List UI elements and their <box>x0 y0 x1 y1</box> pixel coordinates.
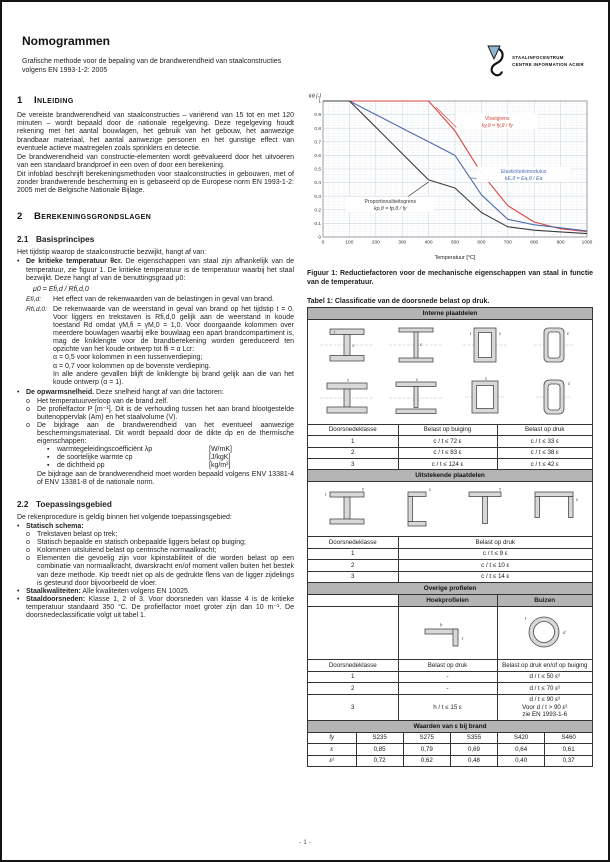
table-cell: d / t ≤ 50 ε² <box>497 671 592 682</box>
staalinfocentrum-logo-icon <box>484 44 508 78</box>
svg-text:c: c <box>498 330 501 336</box>
table-cell: 0,40 <box>498 755 545 766</box>
svg-text:kθ [-]: kθ [-] <box>309 93 321 100</box>
sub-list-item <box>17 398 294 406</box>
property-unit: [W/mK] <box>209 446 232 454</box>
sub-list-item <box>17 539 294 547</box>
subtitle-line1: Grafische methode voor de bepaling van de brandwerendheid van staalconstructies <box>22 58 282 65</box>
term: Staalkwaliteiten: <box>26 587 81 595</box>
table-row <box>308 694 592 720</box>
table-cell <box>398 606 497 659</box>
figure1-caption: Figuur 1: Reductiefactoren voor de mechanische eigenschappen van staal in functie van de temperatuur. <box>307 270 593 286</box>
term: Staaldoorsneden: <box>26 595 86 603</box>
svg-text:100: 100 <box>345 240 354 246</box>
list-item <box>17 596 294 620</box>
svg-text:0.3: 0.3 <box>314 194 321 200</box>
bullet-marker: • <box>17 595 20 603</box>
svg-text:t: t <box>461 635 463 641</box>
table-cell <box>308 595 398 606</box>
rhs-section-diagram <box>455 323 515 369</box>
section22-title: Toepassingsgebied <box>36 499 112 509</box>
section21-number: 2.1 <box>17 235 29 245</box>
rounded-box-section-diagram <box>524 375 584 421</box>
list-item <box>17 258 294 282</box>
list-item <box>17 588 294 596</box>
svg-text:400: 400 <box>424 240 433 246</box>
uitstekende-table <box>308 537 592 582</box>
i-section-outstand-diagram <box>317 485 377 533</box>
paragraph: Dit infoblad beschrijft berekeningsmethoden voor staalconstructies in gebouwen, met of zonder brandwerende bescherming en is gebaseerd op de Europese norm EN 1993-1-2: 2005 met de Belgische Nationale Bijlage. <box>17 170 294 195</box>
value: d / t ≤ 90 ε² <box>529 696 561 704</box>
table-cell: c / t ≤ 124 ε <box>398 459 497 470</box>
t-section-diagram <box>455 485 515 533</box>
logo-line2: CENTRE INFORMATION ACIER <box>512 62 584 67</box>
svg-text:0.9: 0.9 <box>314 113 321 119</box>
channel-section-diagram <box>386 485 446 533</box>
text: Kolommen uitsluitend belast op centrische normaalkracht; <box>37 547 217 555</box>
svg-text:Vloeigrens: Vloeigrens <box>484 116 510 123</box>
table-section-header: Waarden van ε bij brand <box>308 720 592 733</box>
figure1-chart <box>307 91 593 266</box>
term: De kritieke temperatuur θcr. <box>26 258 123 266</box>
table-section-header: Uitstekende plaatdelen <box>308 469 592 482</box>
bullet-marker: • <box>17 587 20 595</box>
svg-text:0.1: 0.1 <box>314 222 321 228</box>
alpha-case: α = 0,7 voor kolommen op de bovenste verdieping. <box>53 362 211 370</box>
svg-text:1000: 1000 <box>581 240 593 246</box>
term: De opwarmsnelheid. <box>26 389 95 397</box>
table-cell: 0,61 <box>545 744 592 755</box>
table-row <box>308 459 592 470</box>
list-item <box>17 389 294 397</box>
table-row <box>308 571 592 582</box>
table-cell <box>497 694 592 720</box>
interne-table <box>308 425 592 470</box>
bullet-marker: • <box>17 522 20 530</box>
circle-marker: o <box>26 421 30 429</box>
table-cell: S420 <box>498 733 545 744</box>
section1-heading <box>17 95 294 106</box>
welded-i-section-flange-diagram <box>386 375 446 421</box>
table-cell: 0,37 <box>545 755 592 766</box>
uitstekende-diagrams <box>308 482 592 537</box>
property-label: de soortelijke warmte cp <box>57 454 133 462</box>
table-cell: Buizen <box>497 595 592 606</box>
table-cell <box>308 606 398 659</box>
bullet-marker: • <box>17 258 20 266</box>
property-row <box>17 454 294 462</box>
svg-text:c: c <box>361 486 364 492</box>
table-cell: - <box>398 683 497 694</box>
table-cell: c / t ≤ 10 ε <box>398 560 592 571</box>
square-marker: ▪ <box>47 454 50 462</box>
svg-text:c: c <box>498 486 501 492</box>
table-row <box>308 595 592 606</box>
circle-marker: o <box>26 547 30 555</box>
text: Klasse 1, 2 of 3. Voor doorsneden van klasse 4 is de kritieke temperatuur standaard 350 °C. De profielfactor moet groter zijn dan 10 m⁻¹. De doorsnedeclassificatie volgt uit tabel 1. <box>26 595 294 620</box>
table-row <box>308 660 592 671</box>
table-row <box>308 447 592 458</box>
svg-text:900: 900 <box>556 240 565 246</box>
i-section-flange-diagram <box>317 375 377 421</box>
table-cell <box>497 606 592 659</box>
svg-text:ky,θ = fy,θ / fy: ky,θ = fy,θ / fy <box>481 123 513 130</box>
svg-text:c: c <box>428 487 431 493</box>
svg-text:d: d <box>562 629 566 635</box>
circle-marker: o <box>26 397 30 405</box>
svg-text:h: h <box>439 622 442 628</box>
svg-text:c: c <box>575 497 578 503</box>
svg-text:500: 500 <box>450 240 460 246</box>
text: Trekstaven belast op trek; <box>37 531 118 539</box>
table-cell: 1 <box>308 671 398 682</box>
angle-section-diagram <box>416 610 480 654</box>
table-cell: 3 <box>308 694 398 720</box>
svg-text:600: 600 <box>477 240 486 246</box>
svg-text:t: t <box>324 492 326 498</box>
table-cell: Doorsnedeklasse <box>308 537 398 548</box>
sub-list-item <box>17 406 294 422</box>
svg-text:Temperatuur [°C]: Temperatuur [°C] <box>434 255 476 262</box>
section2-title: Berekeningsgrondslagen <box>34 211 152 223</box>
svg-text:700: 700 <box>503 240 512 246</box>
section2-heading <box>17 211 294 222</box>
table-row <box>308 548 592 559</box>
table-cell: c / t ≤ 38 ε <box>497 447 592 458</box>
svg-text:kp,θ = fp,θ / fy: kp,θ = fp,θ / fy <box>374 206 407 213</box>
hat-section-diagram <box>524 485 584 533</box>
definition-row <box>17 306 294 355</box>
definition: De rekenwaarde van de weerstand in geval van brand op het tijdstip t = 0. Voor liggers en trekstaven is Rfi,d,0 gelijk aan de weerstand in koude toestand Rd omdat γM,fi = γM,0 = 1,0. Voor doorgaande kolommen over meerdere bouwlagen waarbij elke bouwlaag een apart brandcompartiment is, mag de kniklengte voor de brandberekening worden gereduceerd ten opzichte van het koude ontwerp tot lfi = α Lcr: <box>53 305 294 354</box>
table-cell: 0,69 <box>450 744 497 755</box>
table1 <box>307 307 593 768</box>
table-cell: 0,64 <box>498 744 545 755</box>
svg-text:0: 0 <box>321 240 325 246</box>
definition: Het effect van de rekenwaarden van de belastingen in geval van brand. <box>53 295 274 303</box>
welded-i-section-diagram <box>386 323 446 369</box>
property-row <box>17 462 294 470</box>
sub-list-item <box>17 555 294 587</box>
circle-marker: o <box>26 405 30 413</box>
symbol: Efi,d: <box>26 295 42 303</box>
table-cell: Belast op druk <box>398 660 497 671</box>
svg-text:t: t <box>333 329 335 335</box>
sub-list-item <box>17 547 294 555</box>
alpha-note: In alle andere gevallen blijft de kniklengte bij brand gelijk aan die van het koude ontwerp (α = 1). <box>53 370 294 387</box>
table-cell: Belast op druk <box>398 537 592 548</box>
svg-text:c: c <box>567 380 570 386</box>
note: Voor d / t > 90 ε² <box>522 703 568 711</box>
svg-text:200: 200 <box>371 240 380 246</box>
table-section-header: Overige profielen <box>308 582 592 595</box>
subtitle-line2: volgens EN 1993-1-2: 2005 <box>22 67 108 75</box>
text: Statisch bepaalde en statisch onbepaalde liggers belast op buiging; <box>37 539 246 547</box>
svg-text:0.4: 0.4 <box>314 181 321 187</box>
left-column <box>17 89 294 767</box>
page-title: Nomogrammen <box>22 34 111 48</box>
table-cell: 0,85 <box>356 744 403 755</box>
table-cell: c / t ≤ 14 ε <box>398 571 592 582</box>
table-cell: 0,72 <box>356 755 403 766</box>
svg-text:0: 0 <box>318 235 321 241</box>
sub-list-item <box>17 422 294 446</box>
svg-text:0.6: 0.6 <box>314 154 321 160</box>
table-row <box>308 436 592 447</box>
closing-note: De bijdrage aan de brandwerendheid moet worden bepaald volgens ENV 13381-4 of ENV 13381-8 of de nationale norm. <box>37 470 294 486</box>
table-cell: Belast op druk en/of op buiging <box>497 660 592 671</box>
paragraph: Het tijdstip waarop de staalconstructie bezwijkt, hangt af van: <box>17 249 207 257</box>
section2-number: 2 <box>17 211 23 223</box>
svg-text:c: c <box>566 330 569 336</box>
circle-marker: o <box>26 539 30 547</box>
svg-text:c: c <box>484 375 487 381</box>
table-row <box>308 425 592 436</box>
circle-marker: o <box>26 531 30 539</box>
table-cell: c / t ≤ 72 ε <box>398 436 497 447</box>
table-cell: S460 <box>545 733 592 744</box>
table-section-header: Interne plaatdelen <box>308 308 592 320</box>
definition-row <box>17 296 294 304</box>
overige-table <box>308 595 592 720</box>
table-cell: c / t ≤ 42 ε <box>497 459 592 470</box>
logo <box>484 44 584 78</box>
table-cell: Hoekprofielen <box>398 595 497 606</box>
table-cell: Doorsnedeklasse <box>308 425 398 436</box>
note: zie EN 1993-1-6 <box>522 711 568 718</box>
text: Deze snelheid hangt af van drie factoren: <box>96 389 224 397</box>
svg-text:0.2: 0.2 <box>314 208 321 214</box>
box-section-diagram <box>455 375 515 421</box>
text: Alle kwaliteiten volgens EN 10025. <box>82 587 190 595</box>
table-cell: Doorsnedeklasse <box>308 660 398 671</box>
square-marker: ▪ <box>47 462 50 470</box>
term: Statisch schema: <box>26 522 84 530</box>
svg-text:300: 300 <box>398 240 407 246</box>
table-cell: 1 <box>308 436 398 447</box>
table-row <box>308 733 592 744</box>
page-number: - 1 - <box>298 839 312 846</box>
right-column <box>307 89 593 767</box>
svg-text:0.5: 0.5 <box>314 167 321 173</box>
svg-text:0.8: 0.8 <box>314 126 321 132</box>
property-label: warmtegeleidingscoëfficiënt λp <box>57 446 153 454</box>
property-unit: [kg/m³] <box>209 462 231 470</box>
alpha-case: α = 0,5 voor kolommen in een tussenverdieping; <box>53 354 203 362</box>
section21-title: Basisprincipes <box>36 235 95 245</box>
table-cell: fy <box>308 733 356 744</box>
table-cell: d / t ≤ 70 ε² <box>497 683 592 694</box>
tube-section-diagram <box>513 610 577 654</box>
table-cell: c / t ≤ 9 ε <box>398 548 592 559</box>
table-cell: 3 <box>308 459 398 470</box>
i-section-diagram <box>317 323 377 369</box>
symbol: Rfi,d,0: <box>26 305 47 313</box>
table-cell: 0,62 <box>403 755 450 766</box>
table-cell: 2 <box>308 683 398 694</box>
property-row <box>17 446 294 454</box>
svg-text:t: t <box>524 615 526 621</box>
svg-text:c: c <box>415 376 418 382</box>
text: Elementen die gevoelig zijn voor kipinstabiliteit of die worden belast op een combinatie van normaalkracht, dwarskracht en/of moment vallen buiten het bestek van deze methode. Kip treedt niet op als de gedrukte flens van de ligger zijdelings is gesteund door bijvoorbeeld de vloer. <box>37 555 294 587</box>
table-cell: 2 <box>308 447 398 458</box>
section22-heading <box>17 500 294 509</box>
circle-marker: o <box>26 555 30 563</box>
table-cell: 2 <box>308 560 398 571</box>
svg-text:0.7: 0.7 <box>314 140 321 146</box>
svg-text:t: t <box>469 330 471 336</box>
paragraph: De rekenprocedure is geldig binnen het volgende toepassingsgebied: <box>17 513 232 521</box>
epsilon-table <box>308 733 592 766</box>
table-row <box>308 683 592 694</box>
svg-text:c: c <box>419 341 422 347</box>
paragraph: De vereiste brandwerendheid van staalconstructies – variërend van 15 tot en met 120 minuten – wordt bepaald door de nationale regelgeving. Deze regelgeving houdt rekening met het aantal bouwlagen, het gebruik van het gebouw, het aanwezige brandbaar materiaal, het aantal aanwezige personen en het gunstige effect van eventuele actieve maatregelen zoals sprinklers en detectie. <box>17 112 294 152</box>
table-cell: h / t ≤ 15 ε <box>398 694 497 720</box>
table-cell: c / t ≤ 33 ε <box>497 436 592 447</box>
page-header <box>2 2 608 75</box>
table-row <box>308 755 592 766</box>
table-cell: - <box>398 671 497 682</box>
table-cell: c / t ≤ 83 ε <box>398 447 497 458</box>
logo-line1: STAALINFOCENTRUM <box>512 54 564 60</box>
property-label: de dichtheid ρp <box>57 462 105 470</box>
section1-number: 1 <box>17 95 23 107</box>
table-row <box>308 560 592 571</box>
svg-text:Proportionaliteitsgrens: Proportionaliteitsgrens <box>364 199 417 206</box>
text: Het temperatuurverloop van de brand zelf. <box>37 397 169 405</box>
table-cell: 0,48 <box>450 755 497 766</box>
rounded-rhs-section-diagram <box>524 323 584 369</box>
table-row <box>308 606 592 659</box>
table-cell: Belast op druk <box>497 425 592 436</box>
table-cell: ε <box>308 744 356 755</box>
logo-text <box>512 54 584 68</box>
svg-text:1: 1 <box>318 99 321 105</box>
square-marker: ▪ <box>47 446 50 454</box>
table-cell: 0,79 <box>403 744 450 755</box>
svg-text:kE,θ = Ea,θ / Ea: kE,θ = Ea,θ / Ea <box>504 176 543 183</box>
table-cell: S355 <box>450 733 497 744</box>
paragraph: De brandwerendheid van constructie-elementen wordt geëvalueerd door het uitvoeren van een standaard brandproef in een oven of door een berekening. <box>17 153 294 169</box>
section21-heading <box>17 235 294 244</box>
svg-text:800: 800 <box>530 240 539 246</box>
bullet-marker: • <box>17 389 20 397</box>
table-row <box>308 744 592 755</box>
text: De eigenschappen van staal zijn afhankelijk van de temperatuur, zie figuur 1. De kritieke temperatuur is de temperatuur waarbij het staal bezwijkt. Deze hangt af van de benuttingsgraad μ0: <box>26 258 294 282</box>
section1-title: Inleiding <box>34 95 74 107</box>
list-item <box>17 523 294 531</box>
property-unit: [J/kgK] <box>209 454 231 462</box>
formula: μ0 = Efi,d / Rfi,d,0 <box>33 285 89 293</box>
table-cell: S235 <box>356 733 403 744</box>
table-cell: Belast op buiging <box>398 425 497 436</box>
text: De bijdrage aan de brandwerendheid van het eventueel aanwezige beschermingsmateriaal. Dit wordt bepaald door de dikte dp en de thermische eigenschappen: <box>37 421 294 446</box>
table-row <box>308 537 592 548</box>
table-row <box>308 671 592 682</box>
table-cell: S275 <box>403 733 450 744</box>
table-cell: 3 <box>308 571 398 582</box>
text: De profielfactor P [m⁻¹]. Dit is de verhouding tussen het aan brand blootgestelde buitenoppervlak (Am) en het staalvolume (V). <box>37 405 294 421</box>
table-cell: ε² <box>308 755 356 766</box>
svg-text:c: c <box>352 342 355 348</box>
section22-number: 2.2 <box>17 499 29 509</box>
table1-title: Tabel 1: Classificatie van de doorsnede belast op druk. <box>307 297 490 305</box>
svg-text:Elasticiteitsmodulus: Elasticiteitsmodulus <box>500 169 547 176</box>
sub-list-item <box>17 531 294 539</box>
table-cell: 1 <box>308 548 398 559</box>
svg-text:c: c <box>346 377 349 383</box>
interne-diagrams <box>308 320 592 425</box>
